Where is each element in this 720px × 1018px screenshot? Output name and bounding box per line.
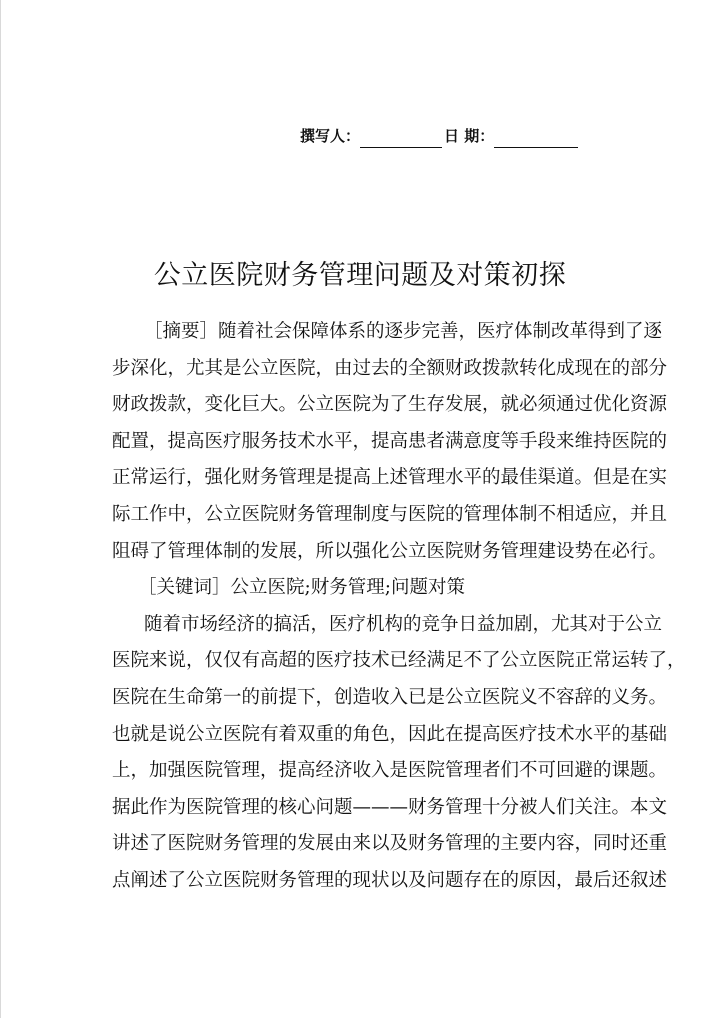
- text-line: 际工作中，公立医院财务管理制度与医院的管理体制不相适应，并且: [112, 503, 668, 525]
- text-line: 医院来说，仅仅有高超的医疗技术已经满足不了公立医院正常运转了，: [112, 650, 686, 672]
- author-date-line: [300, 124, 620, 148]
- document-body: [112, 314, 686, 900]
- text-line: 财政拨款，变化巨大。公立医院为了生存发展，就必须通过优化资源: [112, 394, 668, 416]
- text-line: 点阐述了公立医院财务管理的现状以及问题存在的原因，最后还叙述: [112, 869, 668, 891]
- author-blank[interactable]: [360, 129, 442, 148]
- text-line: 据此作为医院管理的核心问题———财务管理十分被人们关注。本文: [112, 796, 668, 818]
- date-blank[interactable]: [494, 129, 578, 148]
- page-edge: [0, 0, 1, 1018]
- abstract-paragraph: [112, 314, 668, 570]
- text-line: 阻碍了管理体制的发展，所以强化公立医院财务管理建设势在必行。: [112, 540, 668, 562]
- text-line: ［摘要］随着社会保障体系的逐步完善，医疗体制改革得到了逐: [144, 321, 663, 342]
- text-line: 上，加强医院管理，提高经济收入是医院管理者们不可回避的课题。: [112, 760, 668, 782]
- author-label: 撰写人：: [300, 127, 361, 145]
- keywords-line: ［关键词］公立医院;财务管理;问题对策: [138, 577, 465, 599]
- date-label: 日 期：: [444, 127, 495, 145]
- text-line: 随着市场经济的搞活，医疗机构的竞争日益加剧，尤其对于公立: [144, 613, 663, 635]
- intro-paragraph: [112, 607, 686, 900]
- text-line: 讲述了医院财务管理的发展由来以及财务管理的主要内容，同时还重: [112, 833, 668, 855]
- text-line: 医院在生命第一的前提下，创造收入已是公立医院义不容辞的义务。: [112, 686, 668, 708]
- text-line: 配置，提高医疗服务技术水平，提高患者满意度等手段来维持医院的: [112, 430, 668, 452]
- text-line: 也就是说公立医院有着双重的角色，因此在提高医疗技术水平的基础: [112, 723, 668, 745]
- text-line: 正常运行，强化财务管理是提高上述管理水平的最佳渠道。但是在实: [112, 467, 668, 489]
- text-line: 步深化，尤其是公立医院，由过去的全额财政拨款转化成现在的部分: [112, 357, 668, 379]
- page-title: 公立医院财务管理问题及对策初探: [153, 260, 567, 291]
